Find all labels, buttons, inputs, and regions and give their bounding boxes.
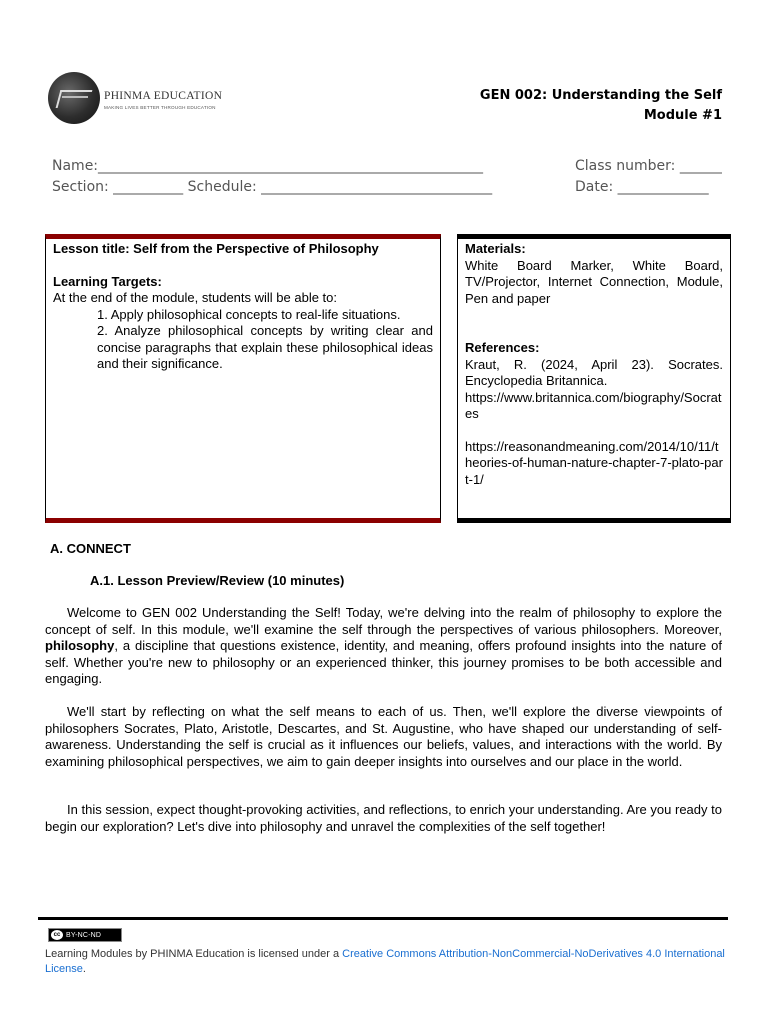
reference-link[interactable]: https://www.britannica.com/biography/Socrates [465, 389, 722, 421]
phinma-logo [48, 72, 228, 128]
materials-box [457, 234, 731, 523]
learning-targets-intro: At the end of the module, students will be able to: [53, 290, 338, 305]
lesson-box [45, 234, 441, 523]
philosophy-term: philosophy [45, 638, 115, 653]
lesson-preview-heading: A.1. Lesson Preview/Review (10 minutes) [90, 573, 345, 588]
lesson-title: Lesson title: Self from the Perspective of Philosophy [53, 241, 379, 256]
class-number-field[interactable]: Class number: ______ [575, 158, 722, 174]
intro-paragraph: Welcome to GEN 002 Understanding the Self! Today, we're delving into the realm of philosophy to explore the concept of self. In this module, we'll examine the self through the perspectives of various philosophers. Moreover, philosophy, a discipline that questions existence, identity, and meaning, offers profound insights into the nature of self. Whether you're new to philosophy or an experienced thinker, this journey promises to be both accessible and engaging. [45, 605, 722, 686]
references-heading: References: [465, 340, 540, 355]
module-number: Module #1 [643, 108, 722, 123]
session-paragraph: In this session, expect thought-provoking activities, and reflections, to enrich your understanding. Are you ready to begin our exploration? Let's dive into philosophy and unravel the complexities of the self together! [45, 802, 722, 834]
license-link[interactable]: Creative Commons Attribution-NonCommercial-NoDerivatives 4.0 International License [45, 948, 725, 975]
logo-tagline: MAKING LIVES BETTER THROUGH EDUCATION [104, 105, 216, 110]
materials-heading: Materials: [465, 241, 526, 256]
creative-commons-icon: cc [51, 930, 63, 940]
connect-heading: A. CONNECT [50, 541, 131, 556]
footer-divider [38, 917, 728, 920]
learning-targets-heading: Learning Targets: [53, 273, 162, 289]
logo-emblem-icon [48, 72, 100, 124]
reflection-paragraph: We'll start by reflecting on what the self means to each of us. Then, we'll explore the diverse viewpoints of philosophers Socrates, Plato, Aristotle, Descartes, and St. Augustine, who have shaped our understanding of self-awareness. Understanding the self is crucial as it influences our beliefs, values, and interactions with the world. By examining philosophical perspectives, we aim to gain deeper insights into ourselves and our place in the world. [45, 704, 722, 769]
course-title: GEN 002: Understanding the Self [479, 88, 722, 103]
section-schedule-field[interactable]: Section: __________ Schedule: _________________________________ [52, 179, 493, 195]
learning-target-item: 2. Analyze philosophical concepts by writing clear and concise paragraphs that explain these philosophical ideas and their significance. [97, 323, 433, 371]
date-field[interactable]: Date: _____________ [575, 179, 709, 195]
cc-badge-text: BY-NC-ND [66, 931, 102, 939]
cc-license-badge[interactable] [48, 928, 122, 942]
license-text: Learning Modules by PHINMA Education is licensed under a Creative Commons Attribution-NonCommercial-NoDerivatives 4.0 International License. [45, 948, 725, 975]
learning-target-item: 1. Apply philosophical concepts to real-life situations. [97, 306, 401, 322]
logo-name: PHINMA EDUCATION [104, 90, 223, 102]
reference-link[interactable]: https://reasonandmeaning.com/2014/10/11/theories-of-human-nature-chapter-7-plato-part-1/ [465, 438, 723, 487]
reference-citation: Kraut, R. (2024, April 23). Socrates. Encyclopedia Britannica. [465, 356, 723, 388]
course-header [480, 86, 722, 126]
materials-list: White Board Marker, White Board, TV/Projector, Internet Connection, Module, Pen and paper [465, 257, 723, 306]
name-field[interactable]: Name:_______________________________________________________ [52, 158, 484, 174]
